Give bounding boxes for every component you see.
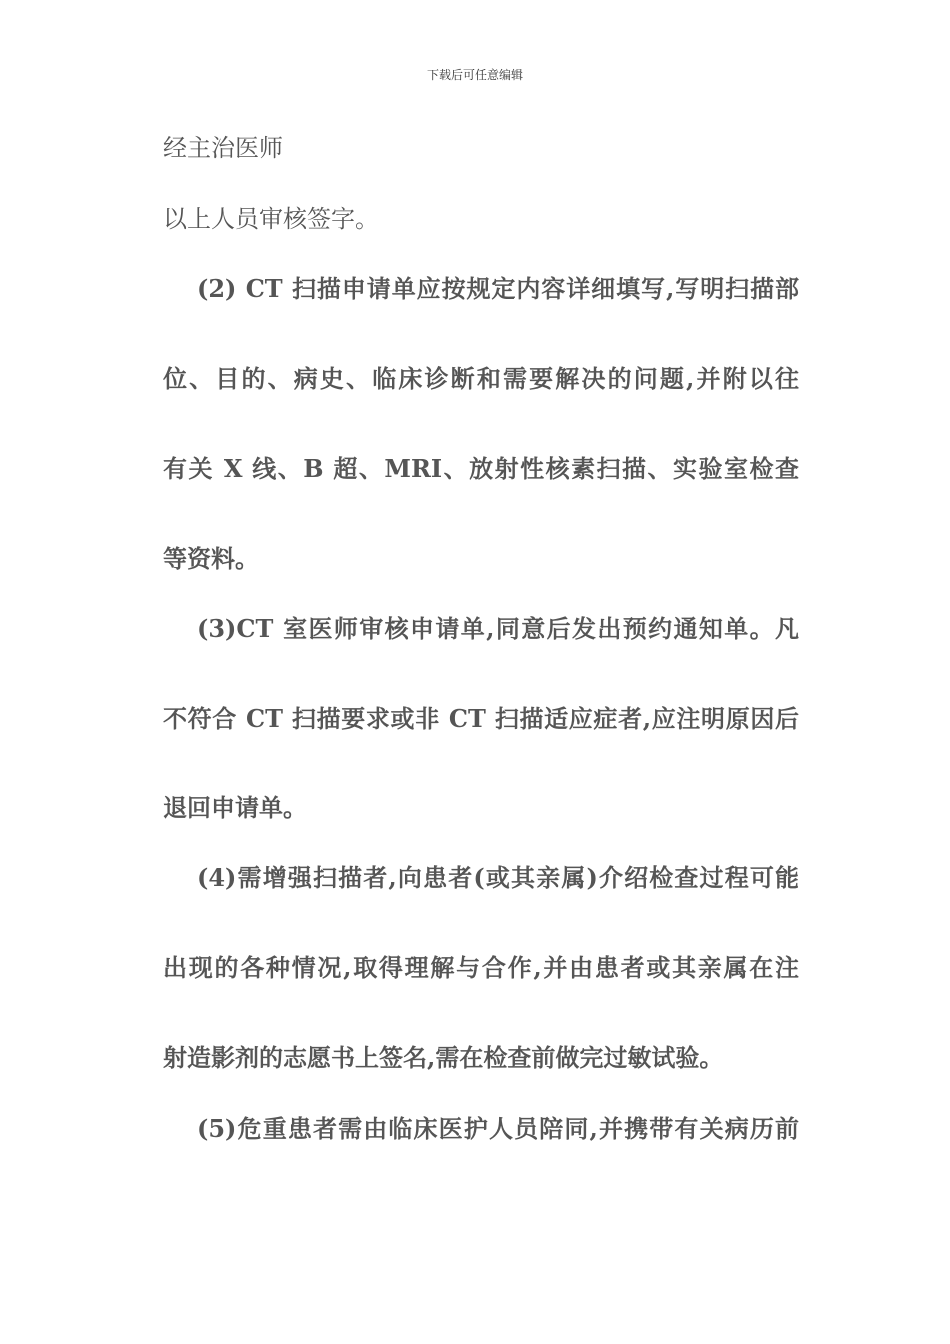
paragraph-2-line-3: 有关 X 线、B 超、MRI、放射性核素扫描、实验室检查 [163, 454, 799, 483]
page-header: 下载后可任意编辑 [426, 68, 523, 82]
text-line: 经主治医师 [163, 134, 283, 162]
paragraph-3-line-1: (3)CT 室医师审核申请单,同意后发出预约通知单。凡 [197, 614, 799, 643]
paragraph-5-line-1: (5)危重患者需由临床医护人员陪同,并携带有关病历前 [197, 1114, 799, 1143]
paragraph-3-line-2: 不符合 CT 扫描要求或非 CT 扫描适应症者,应注明原因后 [163, 704, 799, 733]
paragraph-4-line-2: 出现的各种情况,取得理解与合作,并由患者或其亲属在注 [163, 953, 799, 982]
text-line: 以上人员审核签字。 [163, 205, 379, 233]
paragraph-4-line-1: (4)需增强扫描者,向患者(或其亲属)介绍检查过程可能 [197, 863, 799, 892]
paragraph-3-line-3: 退回申请单。 [163, 793, 307, 822]
paragraph-2-line-1: (2) CT 扫描申请单应按规定内容详细填写,写明扫描部 [197, 274, 799, 303]
paragraph-2-line-4: 等资料。 [163, 544, 259, 573]
paragraph-2-line-2: 位、目的、病史、临床诊断和需要解决的问题,并附以往 [163, 364, 799, 393]
paragraph-4-line-3: 射造影剂的志愿书上签名,需在检查前做完过敏试验。 [163, 1043, 724, 1072]
